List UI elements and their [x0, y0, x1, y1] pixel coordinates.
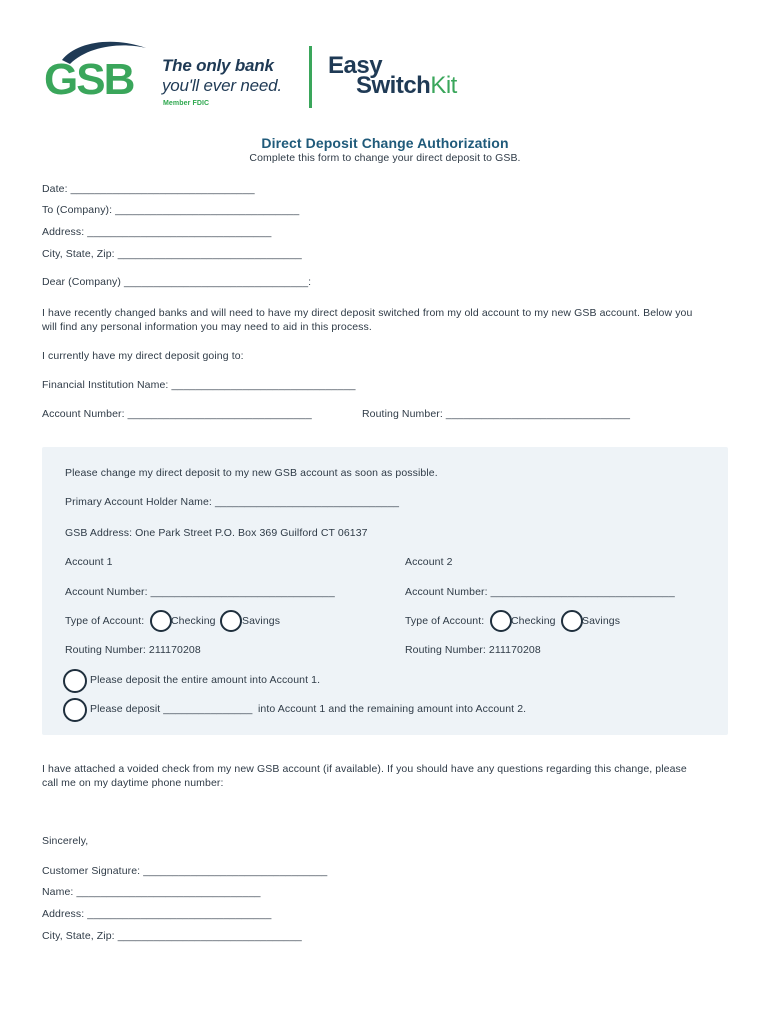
account2-checking-radio[interactable]	[490, 610, 512, 632]
customer-address-field[interactable]: Address: _______________________________	[42, 908, 272, 920]
financial-institution-field[interactable]: Financial Institution Name: _______________________________	[42, 379, 356, 391]
gsb-logo	[42, 34, 152, 112]
intro-line1: I have recently changed banks and will need to have my direct deposit switched from my old account to my new GSB account. Below you	[42, 307, 693, 319]
account1-routing: Routing Number: 211170208	[65, 644, 201, 656]
tagline-line2: you'll ever need.	[162, 76, 282, 95]
account2-routing: Routing Number: 211170208	[405, 644, 541, 656]
account1-savings-radio[interactable]	[220, 610, 242, 632]
member-fdic: Member FDIC	[163, 100, 210, 107]
old-account-number-field[interactable]: Account Number: _______________________________	[42, 408, 312, 420]
account2-savings-label: Savings	[582, 615, 621, 627]
attached-line1: I have attached a voided check from my new GSB account (if available). If you should have any questions regarding this change, please	[42, 763, 687, 775]
account2-heading: Account 2	[405, 556, 453, 568]
form-subtitle: Complete this form to change your direct deposit to GSB.	[249, 152, 521, 164]
deposit-split-radio[interactable]	[63, 698, 87, 722]
account1-checking-label: Checking	[171, 615, 216, 627]
account2-number-field[interactable]: Account Number: _______________________________	[405, 586, 675, 598]
currently-text: I currently have my direct deposit going to:	[42, 350, 244, 362]
kit-switch: Switch	[356, 72, 431, 99]
attached-line2: call me on my daytime phone number:	[42, 777, 224, 789]
change-request-text: Please change my direct deposit to my new GSB account as soon as possible.	[65, 467, 438, 479]
dear-company-field[interactable]: Dear (Company) _______________________________:	[42, 276, 312, 288]
date-field[interactable]: Date: _______________________________	[42, 183, 255, 195]
gsb-logo-text: GSB	[44, 55, 134, 104]
gsb-address-text: GSB Address: One Park Street P.O. Box 369 Guilford CT 06137	[65, 527, 368, 539]
deposit-entire-label: Please deposit the entire amount into Account 1.	[90, 674, 321, 686]
customer-city-field[interactable]: City, State, Zip: _______________________________	[42, 930, 302, 942]
primary-holder-field[interactable]: Primary Account Holder Name: _______________________________	[65, 496, 400, 508]
sincerely-text: Sincerely,	[42, 835, 89, 847]
deposit-entire-radio[interactable]	[63, 669, 87, 693]
account1-number-field[interactable]: Account Number: _______________________________	[65, 586, 335, 598]
account1-heading: Account 1	[65, 556, 113, 568]
customer-name-field[interactable]: Name: _______________________________	[42, 886, 261, 898]
customer-signature-field[interactable]: Customer Signature: _______________________________	[42, 865, 328, 877]
company-city-field[interactable]: City, State, Zip: _______________________________	[42, 248, 302, 260]
account2-savings-radio[interactable]	[561, 610, 583, 632]
account1-savings-label: Savings	[242, 615, 281, 627]
deposit-split-amount-field[interactable]: Please deposit _______________	[90, 703, 253, 715]
kit-kit: Kit	[430, 72, 457, 99]
easy-switch-kit-line1: Easy	[328, 52, 383, 79]
account1-checking-radio[interactable]	[150, 610, 172, 632]
logo-divider	[309, 46, 312, 108]
old-routing-number-field[interactable]: Routing Number: _______________________________	[362, 408, 631, 420]
intro-line2: will find any personal information you may need to aid in this process.	[42, 321, 372, 333]
to-company-field[interactable]: To (Company): _______________________________	[42, 204, 300, 216]
tagline-line1: The only bank	[162, 56, 274, 75]
account2-checking-label: Checking	[511, 615, 556, 627]
deposit-split-label: into Account 1 and the remaining amount into Account 2.	[258, 703, 527, 715]
form-title: Direct Deposit Change Authorization	[261, 135, 509, 151]
easy-switch-kit-line2	[356, 72, 457, 100]
account1-type-label: Type of Account:	[65, 615, 145, 627]
account2-type-label: Type of Account:	[405, 615, 485, 627]
company-address-field[interactable]: Address: _______________________________	[42, 226, 272, 238]
